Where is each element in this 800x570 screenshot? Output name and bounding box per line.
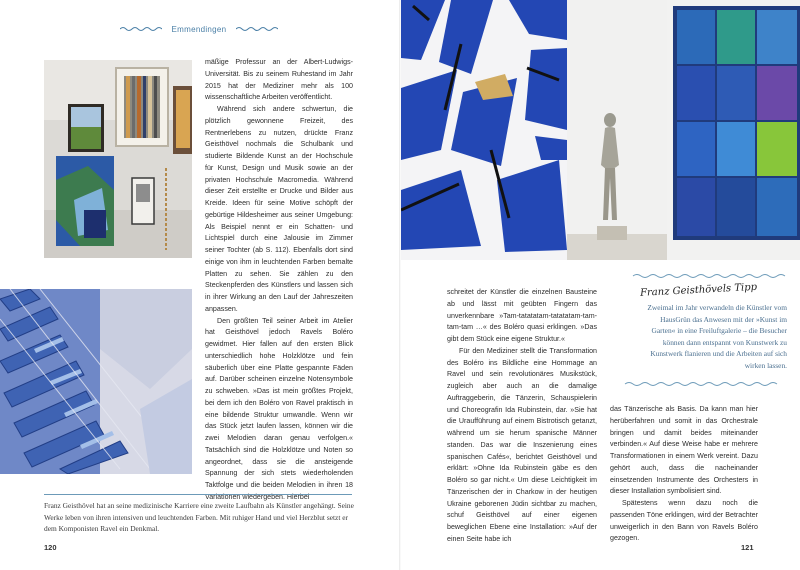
photo-caption: Franz Geisthövel hat an seine medizinische Karriere eine zweite Laufbahn als Künstler angehängt. Seine Werke leben von ihren intensiven und leuchtenden Farben. Mit ruhiger Hand und viel Herzblut setzt er dem Komponisten Ravel ein Denkmal.	[44, 501, 354, 533]
caption-rule-top	[44, 494, 352, 495]
tip-title: Franz Geisthövels Tipp	[639, 281, 758, 299]
wave-ornament-left	[120, 26, 162, 32]
left-text-column	[205, 57, 353, 501]
bolero-blocks-photo	[0, 289, 192, 474]
section-header	[120, 22, 278, 36]
page-number-left: 120	[44, 543, 57, 552]
gallery-wall-photo	[44, 60, 192, 258]
right-text-column-2	[610, 404, 758, 548]
paragraph: mäßige Professur an der Albert-Ludwigs-Universität. Bis zu seinem Ruhestand im Jahr 2015 hat der Mediziner mehr als 100 wissenschaftliche Arbeiten veröffentlicht.	[205, 58, 353, 102]
paragraph: Den größten Teil seiner Arbeit im Atelier hat Geisthövel jedoch Ravels Boléro gewidmet. Hier fallen auf den ersten Blick unterschiedlich hohe Holzklötze und fein säuberlich über eine Platte gespannte Fäden auf. Darüber scheinen einzelne Notensymbole zu schweben. »Das ist mein größtes Projekt, bei dem ich den Boléro von Ravel praktisch in eine bildende Struktur umwandle. Wenn wir das Stück jetzt laufen lassen, können wir die zwei Melodien daran genau verfolgen.« Tatsächlich sind die Holzklötze und Noten so angeordnet, dass sie die ansteigende Spannung der sich stets wiederholenden Taktfolge und die beiden Melodien in ihren 18 Variationen wiedergeben. Hierbei	[205, 316, 353, 501]
blue-shapes-painting-photo	[401, 0, 567, 260]
right-text-column-1	[447, 287, 597, 549]
paragraph: das Tänzerische als Basis. Da kann man hier herüberfahren und somit in das Orchestrale bringen und damit beides miteinander verbinden.« Auf diese Weise habe er mehrere Transformationen in einem Werk vereint. Dazu gehört auch, dass die nacheinander einsetzenden Instrumente des Orchesters in dieser Installation symbolisiert sind.	[610, 405, 758, 496]
tip-box	[623, 268, 791, 394]
wave-ornament-right	[236, 26, 278, 32]
section-title: Emmendingen	[171, 24, 227, 34]
paragraph: Spätestens wenn dazu noch die passenden Töne erklingen, wird der Betrachter unweigerlich in den Bann von Ravels Boléro gezogen.	[610, 499, 758, 543]
statue-photo	[567, 0, 667, 260]
paragraph: Für den Mediziner stellt die Transformation des Boléro ins Bildliche eine Hommage an Ravel und sein revolutionäres Musikstück, zugleich aber auch an die damalige Auftraggeberin, die Tänzerin, Schauspielerin und Choreografin Ida Rubinstein, dar. »Sie hat die Uraufführung auf einem Bistrotisch getanzt, während um sie herum spanische Männer standen. Das war die Inszenierung eines spanischen Cafés«, berichtet Geisthövel und erklärt: »Ohne Ida Rubinstein gäbe es den Boléro so gar nicht.« Um diese Leichtigkeit im Tänzerischen der in Charkow in der heutigen Ukraine geborenen Jüdin sichtbar zu machen, schuf Geisthövel auf einer eigenen beweglichen Ebene eine Installation: »Auf der einen Seite habe ich	[447, 346, 597, 543]
page-number-right: 121	[741, 543, 754, 552]
paragraph: schreitet der Künstler die einzelnen Bausteine ab und lässt mit geübten Fingern das unverkennbare »Tam-tatatatam-tatatatam-tam-tam-tam …« des Boléro quasi erklingen. »Das gibt dem Stück eine eigene Struktur.«	[447, 288, 597, 343]
paragraph: Während sich andere schwertun, die plötzlich gewonnene Freizeit, des Rentnerlebens zu nutzen, drückte Franz Geisthövel nochmals die Schulbank und studierte Bildende Kunst an der Hochschule für Kunst, Design und Musik sowie an der privaten Hochschule Macromedia. Während dieser Zeit erstellte er Drucke und Bilder aus Kreide. Ideen für seine Motive schöpft der gebürtige Hildesheimer aus seiner Umgebung: Als Beispiel nennt er ein Schatten- und Lichtspiel durch eine Jalousie im Zimmer seiner Tochter (ab S. 112). Ebenfalls dort sind einige von ihm in leuchtenden Farben bemalte Platten zu sehen. Sie zählen zu den Steckenpferden des Künstlers und lassen sich in ihrer Wirkung an den Lauf der Jahreszeiten anpassen.	[205, 105, 353, 313]
tip-body: Zweimal im Jahr verwandeln die Künstler vom HausGrün das Anwesen mit der »Kunst im Garten« in eine Freiluftgalerie – die Besucher können dann entspannt von Kunstwerk zu Kunstwerk flanieren und die Arbeiten auf sich wirken lassen.	[647, 303, 787, 370]
color-grid-painting-photo	[667, 0, 800, 260]
